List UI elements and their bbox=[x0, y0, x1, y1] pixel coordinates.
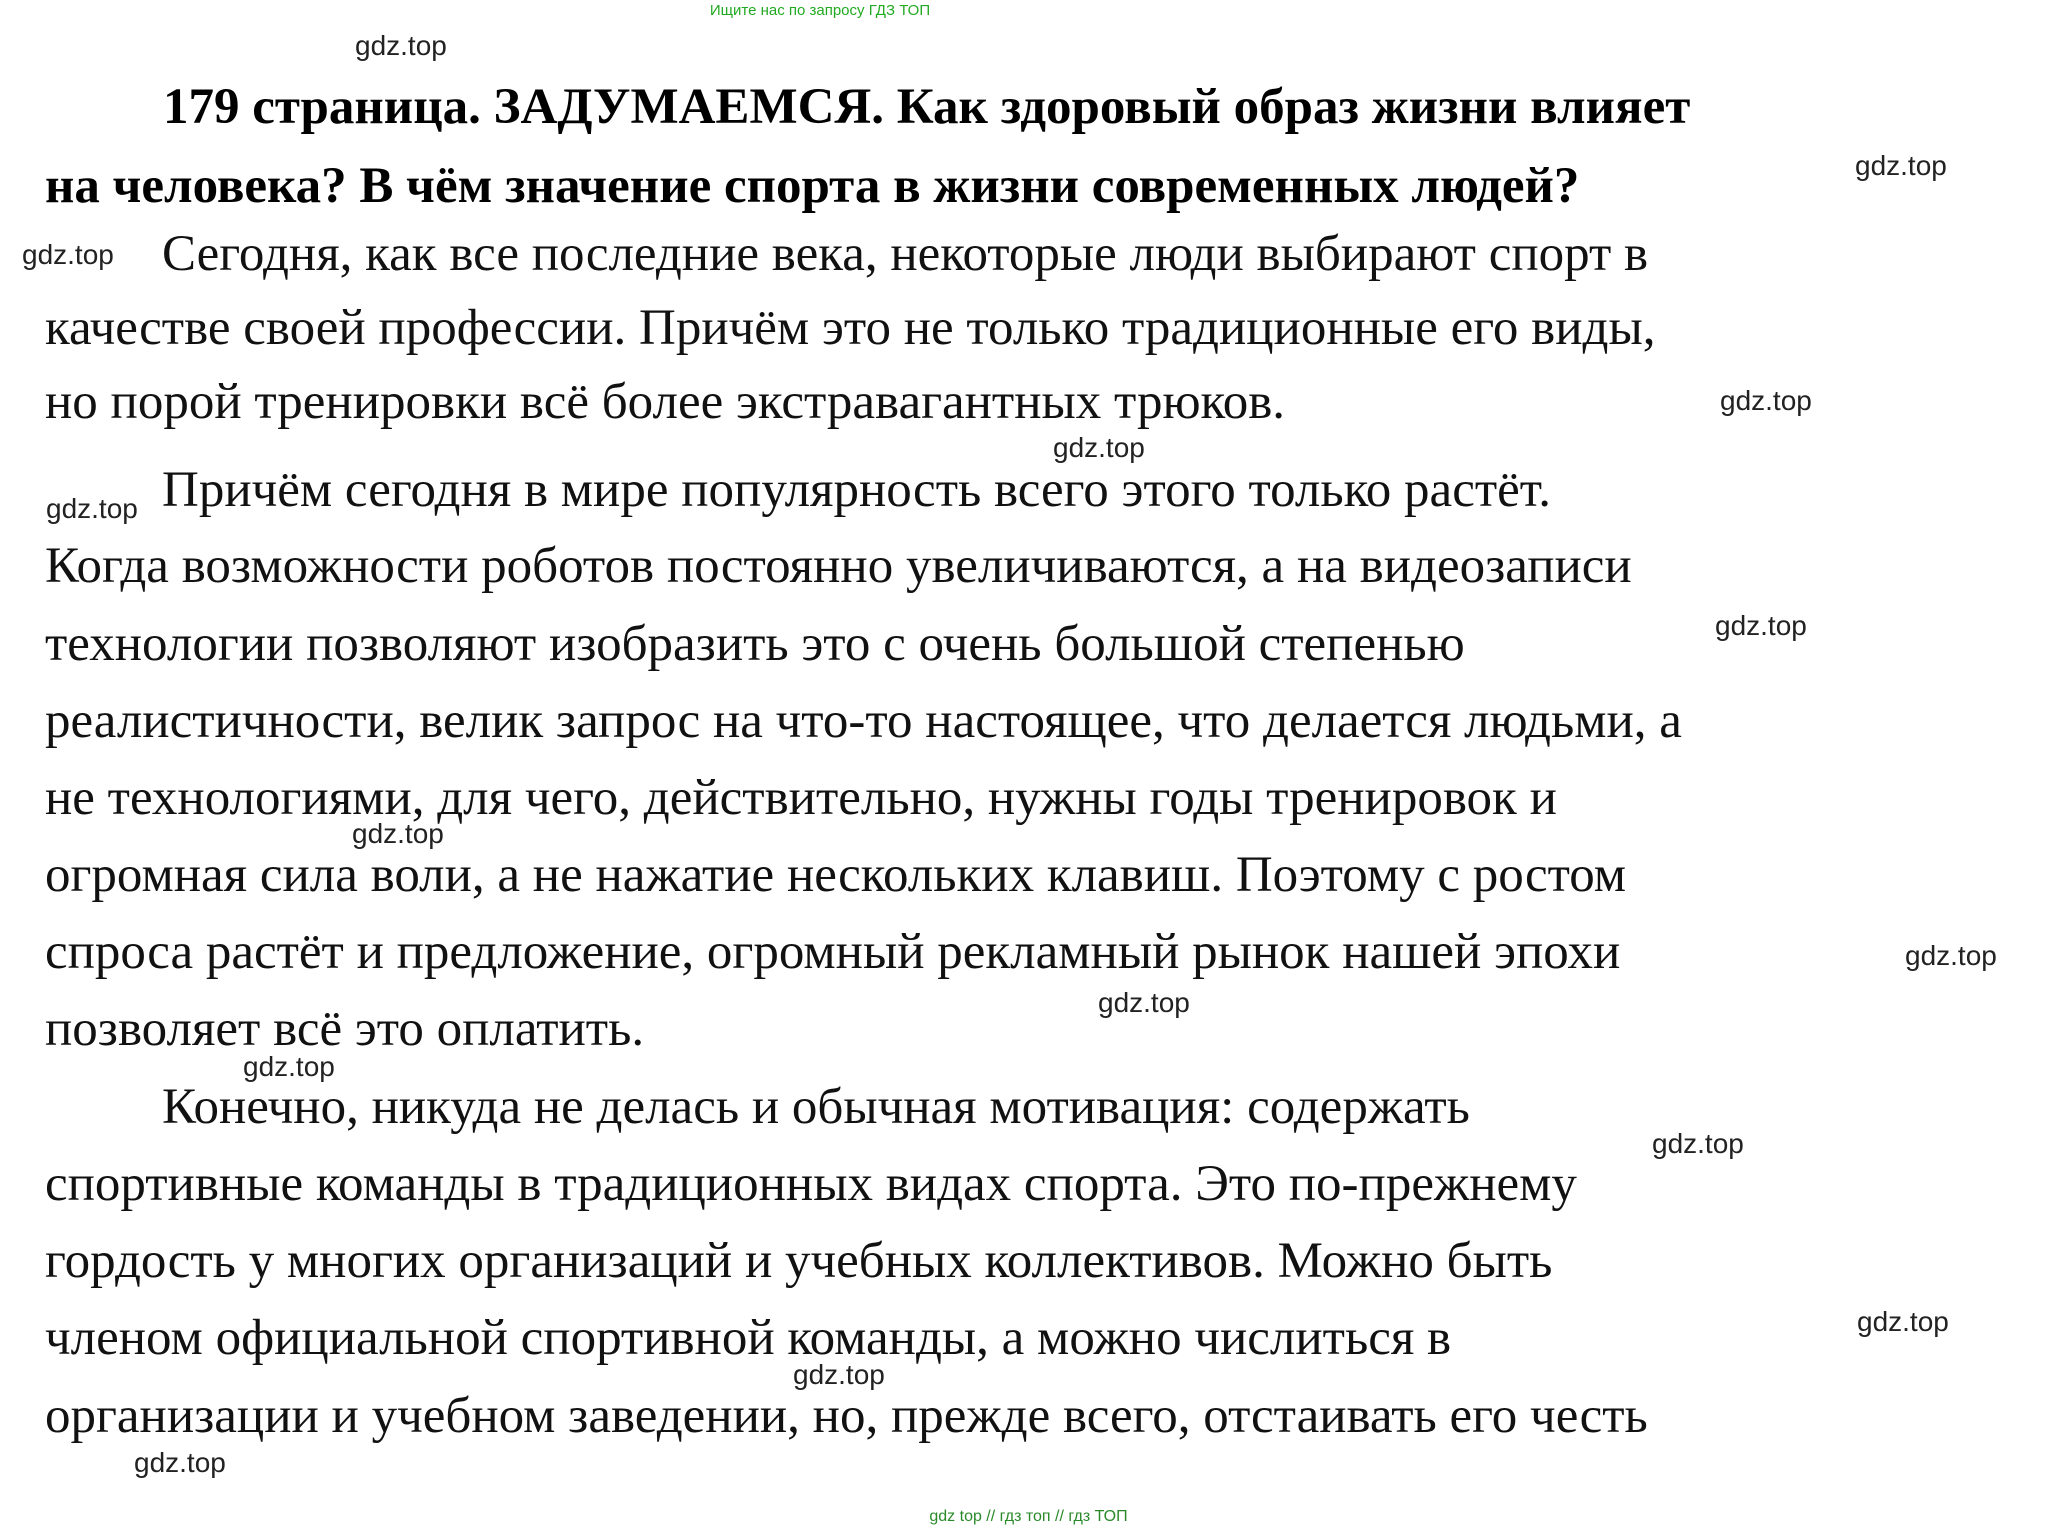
watermark: gdz.top bbox=[243, 1051, 335, 1082]
watermark: gdz.top bbox=[1905, 940, 1997, 971]
title-line-1: 179 страница. ЗАДУМАЕМСЯ. Как здоровый образ жизни влияет bbox=[163, 79, 1691, 135]
text-line: реалистичности, велик запрос на что-то настоящее, что делается людьми, а bbox=[45, 693, 1682, 749]
text-line: Сегодня, как все последние века, некоторые люди выбирают спорт в bbox=[162, 226, 1649, 282]
text-line: спроса растёт и предложение, огромный рекламный рынок нашей эпохи bbox=[45, 924, 1621, 980]
watermark: gdz.top bbox=[1715, 610, 1807, 641]
watermark: gdz.top bbox=[1098, 987, 1190, 1018]
text-line: технологии позволяют изобразить это с очень большой степенью bbox=[45, 616, 1465, 672]
watermark: gdz.top bbox=[1857, 1306, 1949, 1337]
page-title bbox=[45, 68, 2005, 226]
watermark: gdz.top bbox=[22, 239, 114, 270]
text-line: спортивные команды в традиционных видах спорта. Это по-прежнему bbox=[45, 1156, 1577, 1212]
watermark: gdz.top bbox=[1053, 432, 1145, 463]
watermark: gdz.top bbox=[1652, 1128, 1744, 1159]
text-line: гордость у многих организаций и учебных коллективов. Можно быть bbox=[45, 1233, 1553, 1289]
text-line: организации и учебном заведении, но, прежде всего, отстаивать его честь bbox=[45, 1388, 1648, 1444]
watermark: gdz.top bbox=[352, 818, 444, 849]
title-line-2: на человека? В чём значение спорта в жизни современных людей? bbox=[45, 158, 1580, 214]
header-banner[interactable]: Ищите нас по запросу ГДЗ ТОП bbox=[709, 2, 931, 19]
watermark: gdz.top bbox=[46, 493, 138, 524]
watermark: gdz.top bbox=[1720, 385, 1812, 416]
text-line: членом официальной спортивной команды, а можно числиться в bbox=[45, 1310, 1452, 1366]
text-line: Когда возможности роботов постоянно увеличиваются, а на видеозаписи bbox=[45, 538, 1632, 594]
watermark: gdz.top bbox=[355, 30, 447, 61]
watermark: gdz.top bbox=[793, 1359, 885, 1390]
text-line: Конечно, никуда не делась и обычная мотивация: содержать bbox=[162, 1079, 1470, 1135]
text-line: качестве своей профессии. Причём это не только традиционные его виды, bbox=[45, 300, 1656, 356]
footer-links[interactable]: gdz top // гдз топ // гдз ТОП bbox=[929, 1508, 1128, 1525]
text-line: не технологиями, для чего, действительно, нужны годы тренировок и bbox=[45, 770, 1557, 826]
watermark: gdz.top bbox=[1855, 150, 1947, 181]
text-line: огромная сила воли, а не нажатие нескольких клавиш. Поэтому с ростом bbox=[45, 847, 1627, 903]
text-line: но порой тренировки всё более экстравагантных трюков. bbox=[45, 374, 1286, 430]
text-line: Причём сегодня в мире популярность всего этого только растёт. bbox=[162, 462, 1551, 518]
watermark: gdz.top bbox=[134, 1447, 226, 1478]
text-line: позволяет всё это оплатить. bbox=[45, 1001, 645, 1057]
